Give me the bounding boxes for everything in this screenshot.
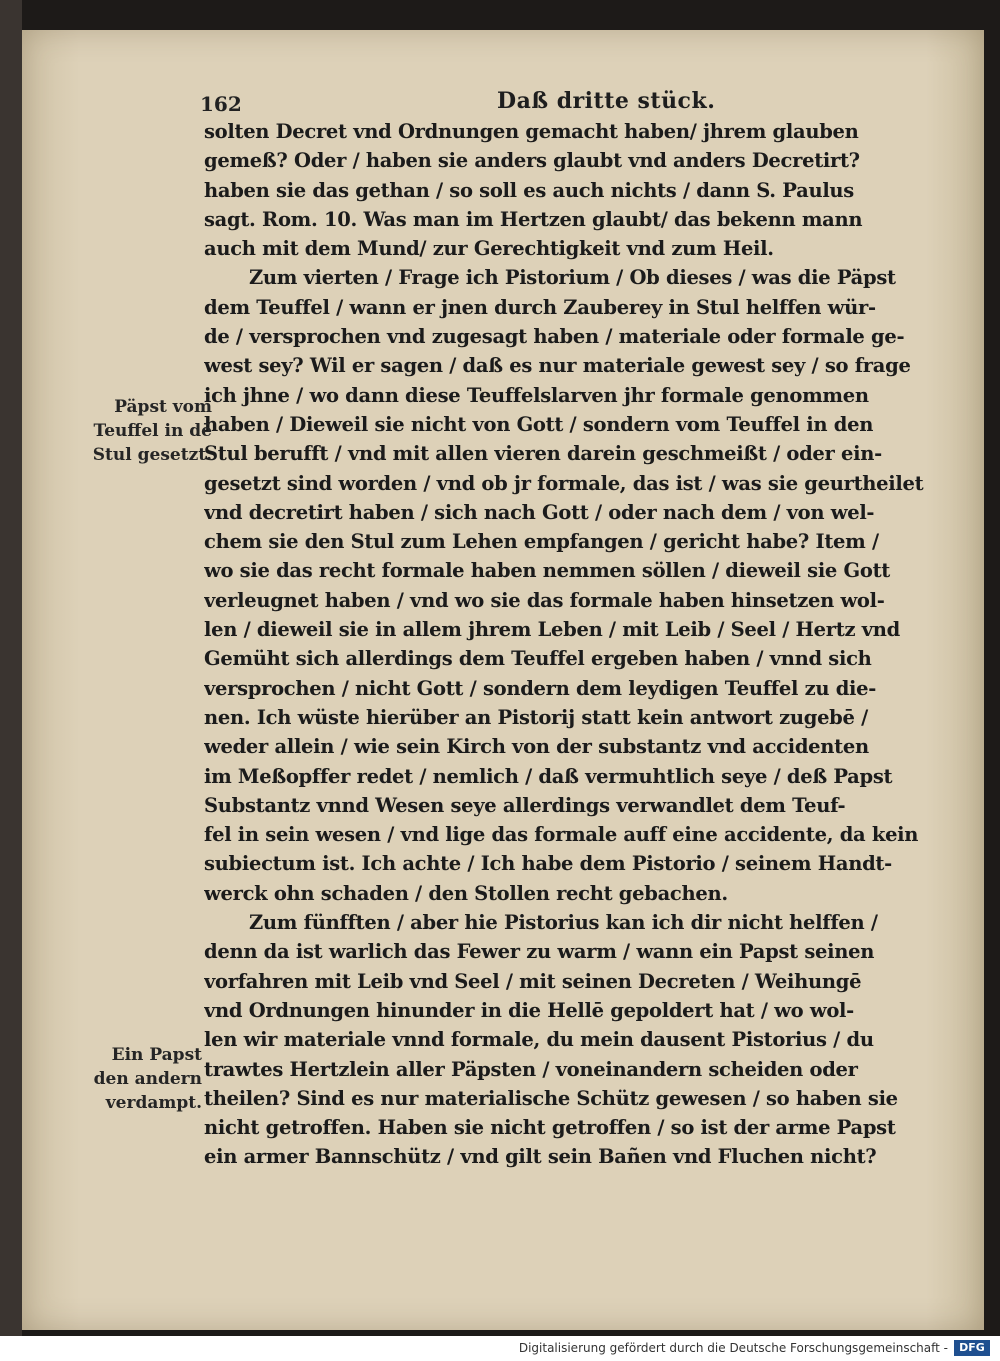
text-line: weder allein / wie sein Kirch von der substantz vnd accidenten (204, 735, 869, 759)
body-text (204, 117, 964, 1172)
dfg-logo-icon: DFG (954, 1340, 990, 1356)
text-line: gesetzt sind worden / vnd ob jr formale, das ist / was sie geurtheilet (204, 471, 924, 495)
marginal-note (42, 1043, 202, 1115)
text-line: len wir materiale vnnd formale, du mein dausent Pistorius / du (204, 1028, 874, 1052)
text-line: theilen? Sind es nur materialische Schütz gewesen / so haben sie (204, 1086, 898, 1110)
text-line: auch mit dem Mund/ zur Gerechtigkeit vnd zum Heil. (204, 237, 774, 261)
marginal-note (52, 395, 212, 467)
text-line: de / versprochen vnd zugesagt haben / materiale oder formale ge- (204, 325, 905, 349)
marginal-note-line: verdampt. (105, 1093, 202, 1113)
text-line: trawtes Hertzlein aller Päpsten / voneinandern scheiden oder (204, 1057, 858, 1081)
text-line: sagt. Rom. 10. Was man im Hertzen glaubt/ das bekenn mann (204, 207, 863, 231)
footer-credit: Digitalisierung gefördert durch die Deutsche Forschungsgemeinschaft - (518, 1341, 948, 1355)
text-line: wo sie das recht formale haben nemmen söllen / dieweil sie Gott (204, 559, 890, 583)
marginal-note-line: Teuffel in dē (93, 421, 212, 441)
text-line: verleugnet haben / vnd wo sie das formale haben hinsetzen wol- (204, 588, 885, 612)
page-header (22, 80, 984, 120)
text-line: im Meßopffer redet / nemlich / daß vermuhtlich seye / deß Papst (204, 764, 893, 788)
text-line: werck ohn schaden / den Stollen recht gebachen. (204, 881, 728, 905)
text-line: Substantz vnnd Wesen seye allerdings verwandlet dem Teuf- (204, 793, 846, 817)
footer-bar (0, 1336, 1000, 1361)
scan-edge (0, 0, 22, 1336)
text-line: haben / Dieweil sie nicht von Gott / sondern vom Teuffel in den (204, 412, 874, 436)
text-line: ich jhne / wo dann diese Teuffelslarven jhr formale genommen (204, 383, 869, 407)
text-line: chem sie den Stul zum Lehen empfangen / gericht habe? Item / (204, 530, 879, 554)
text-line: Zum fünfften / aber hie Pistorius kan ich dir nicht helffen / (249, 911, 878, 935)
text-line: ein armer Bannschütz / vnd gilt sein Bañen vnd Fluchen nicht? (204, 1145, 877, 1169)
text-line: gemeß? Oder / haben sie anders glaubt vnd anders Decretirt? (204, 149, 860, 173)
text-line: versprochen / nicht Gott / sondern dem leydigen Teuffel zu die- (204, 676, 877, 700)
marginal-note-line: Päpst vom (114, 397, 212, 417)
text-line: west sey? Wil er sagen / daß es nur materiale gewest sey / so frage (204, 354, 911, 378)
text-line: vorfahren mit Leib vnd Seel / mit seinen Decreten / Weihungē (204, 969, 862, 993)
text-line: Zum vierten / Frage ich Pistorium / Ob dieses / was die Päpst (249, 266, 896, 290)
text-line: len / dieweil sie in allem jhrem Leben / mit Leib / Seel / Hertz vnd (204, 618, 900, 642)
text-line: fel in sein wesen / vnd lige das formale auff eine accidente, da kein (204, 823, 919, 847)
text-line: vnd Ordnungen hinunder in die Hellē gepoldert hat / wo wol- (204, 998, 854, 1022)
marginal-note-line: den andern (93, 1069, 202, 1089)
text-line: dem Teuffel / wann er jnen durch Zauberey in Stul helffen wür- (204, 295, 876, 319)
running-title: Daß dritte stück. (497, 88, 716, 114)
text-line: subiectum ist. Ich achte / Ich habe dem Pistorio / seinem Handt- (204, 852, 892, 876)
text-line: nen. Ich wüste hierüber an Pistorij statt kein antwort zugebē / (204, 705, 868, 729)
text-line: vnd decretirt haben / sich nach Gott / oder nach dem / von wel- (204, 500, 875, 524)
book-page (22, 30, 984, 1330)
page-number: 162 (200, 92, 242, 116)
text-line: Gemüht sich allerdings dem Teuffel ergeben haben / vnnd sich (204, 647, 872, 671)
text-line: haben sie das gethan / so soll es auch nichts / dann S. Paulus (204, 178, 854, 202)
text-line: nicht getroffen. Haben sie nicht getroffen / so ist der arme Papst (204, 1116, 896, 1140)
text-line: denn da ist warlich das Fewer zu warm / wann ein Papst seinen (204, 940, 875, 964)
text-line: solten Decret vnd Ordnungen gemacht haben/ jhrem glauben (204, 120, 859, 143)
marginal-note-line: Ein Papst (111, 1045, 202, 1065)
marginal-note-line: Stul gesetzt. (92, 445, 212, 465)
text-line: Stul berufft / vnd mit allen vieren darein geschmeißt / oder ein- (204, 442, 882, 466)
